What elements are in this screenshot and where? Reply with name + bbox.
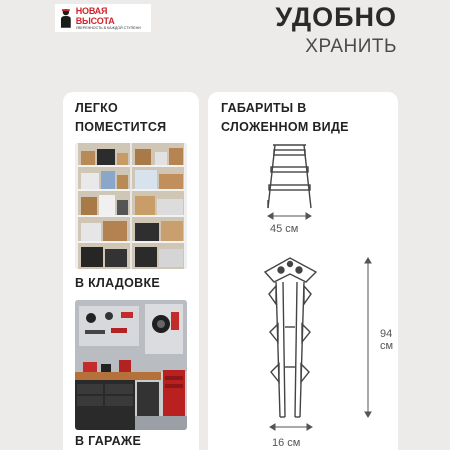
storage-places-card — [63, 92, 199, 450]
width-arrow — [268, 213, 311, 219]
depth-label: 16 см — [272, 437, 301, 449]
depth-arrow — [270, 424, 312, 430]
hero-title: УДОБНО — [275, 2, 397, 32]
width-label: 45 см — [270, 223, 299, 235]
ladder-front-view — [268, 145, 311, 208]
storage-card-title: ЛЕГКО ПОМЕСТИТСЯ — [75, 101, 167, 134]
pantry-shelves-photo — [75, 143, 187, 269]
garage-workshop-photo — [75, 300, 187, 430]
hero-subtitle: ХРАНИТЬ — [305, 36, 397, 57]
worker-silhouette-icon — [59, 8, 73, 28]
ladder-dimension-drawing — [208, 92, 398, 450]
dimensions-card-title: ГАБАРИТЫ В СЛОЖЕННОМ ВИДЕ — [221, 101, 349, 134]
brand-name: НОВАЯ ВЫСОТА — [75, 5, 115, 26]
height-arrow — [365, 258, 371, 417]
height-label: 94 см — [380, 328, 394, 352]
garage-caption: В ГАРАЖЕ — [75, 434, 142, 448]
dimensions-card — [208, 92, 398, 450]
pantry-caption: В КЛАДОВКЕ — [75, 276, 161, 290]
ladder-side-view — [265, 258, 316, 417]
brand-logo — [55, 4, 151, 32]
brand-slogan: УВЕРЕННОСТЬ В КАЖДОЙ СТУПЕНИ — [75, 25, 141, 30]
